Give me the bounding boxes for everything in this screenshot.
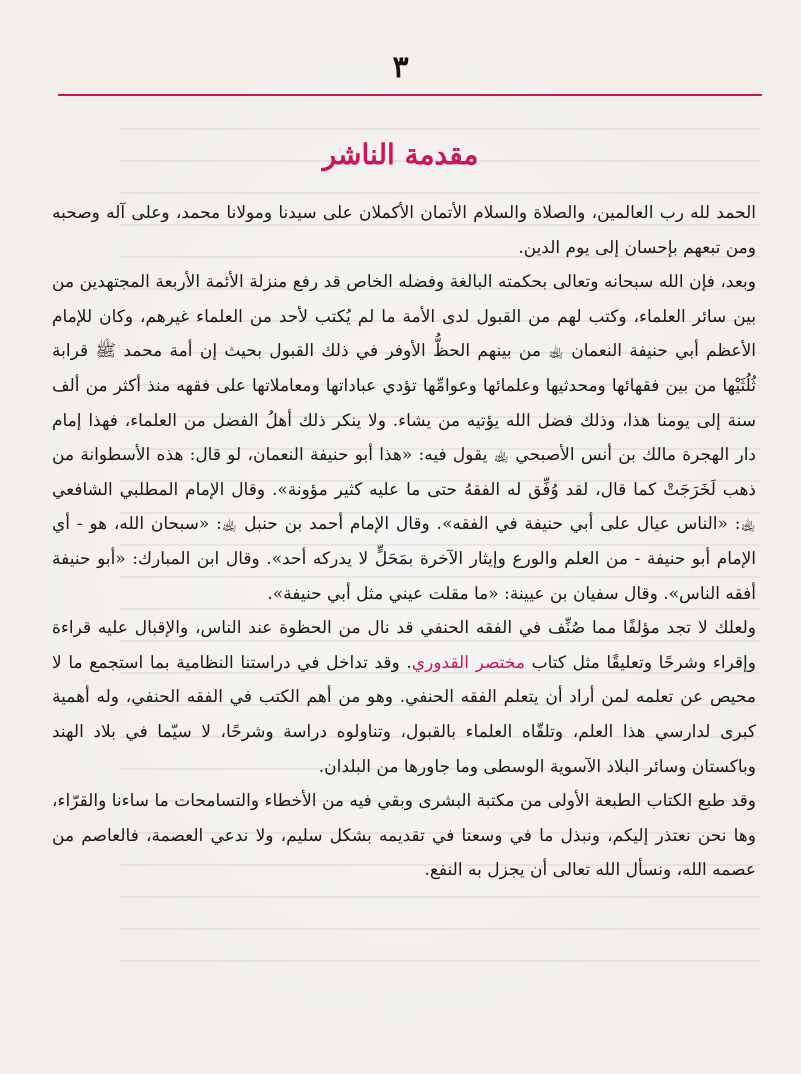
- section-heading: مقدمة الناشر: [322, 138, 479, 171]
- paragraph-quduri-before: ولعلك لا تجد مؤلفًا مما صُنِّف في الفقه الحنفي قد نال من الحظوة عند الناس، والإقبال عليه قراءة وإقراء وشرحًا وتعليقًا مثل كتاب: [52, 618, 756, 673]
- body-text: [52, 196, 756, 888]
- page-number: ٣: [392, 50, 409, 85]
- paragraph-quduri: [52, 611, 756, 784]
- paragraph-quduri-after: . وقد تداخل في دراستنا النظامية بما استجمع ما لا محيص عن تعلمه لمن أراد أن يتعلم الفقه الحنفي. وهو من أهم الكتب في الفقه الحنفي، وله أهمية كبرى لدارسي هذا العلم، وتلقّاه العلماء بالقبول، وتناولوه دراسة وشرحًا، لا سيّما في بلاد الهند وباكستان وسائر البلاد الآسوية الوسطى وما جاورها من البلدان.: [52, 652, 756, 777]
- paragraph-edition-note: وقد طبع الكتاب الطبعة الأولى من مكتبة البشرى وبقي فيه من الأخطاء والتسامحات ما ساءنا والقرّاء، وها نحن نعتذر إليكم، ونبذل ما في وسعنا في تقديمه بشكل سليم، ولا ندعي العصمة، فالعاصم من عصمه الله، ونسأل الله تعالى أن يجزل به النفع.: [52, 791, 756, 881]
- paragraph-opening: الحمد لله رب العالمين، والصلاة والسلام الأتمان الأكملان على سيدنا ومولانا محمد، وعلى آله وصحبه ومن تبعهم بإحسان إلى يوم الدين.: [52, 203, 756, 258]
- book-title-mukhtasar-al-quduri: مختصر القدوري: [411, 652, 525, 673]
- header-rule: [58, 94, 762, 96]
- paragraph-four-imams: وبعد، فإن الله سبحانه وتعالى بحكمته البالغة وفضله الخاص قد رفع منزلة الأئمة الأربعة المجتهدين من بين سائر العلماء، وكتب لهم من القبول لدى الأمة ما لم يُكتب لأحد من العلماء غيرهم، وكان للإمام الأعظم أبي حنيفة النعمان ﵀ من بينهم الحظُّ الأوفر في ذلك القبول بحيث إن أمة محمد ﷺ قرابة ثُلُثَيْها من بين فقهائها ومحدثيها وعلمائها وعوامِّها تؤدي عباداتها ومعاملاتها على فقهه منذ أكثر من ألف سنة إلى يومنا هذا، وذلك فضل الله يؤتيه من يشاء. ولا ينكر ذلك أهلُ الفضل من العلماء، فهذا إمام دار الهجرة مالك بن أنس الأصبحي ﵀ يقول فيه: «هذا أبو حنيفة النعمان، لو قال: هذه الأسطوانة من ذهب لَخَرَجَتْ كما قال، لقد وُفِّق له الفقهُ حتى ما عليه كثير مؤونة». وقال الإمام المطلبي الشافعي ﵀: «الناس عيال على أبي حنيفة في الفقه». وقال الإمام أحمد بن حنبل ﵀: «سبحان الله، هو - أي الإمام أبو حنيفة - من العلم والورع وإيثار الآخرة بمَحَلٍّ لا يدركه أحد». وقال ابن المبارك: «أبو حنيفة أفقه الناس». وقال سفيان بن عيينة: «ما مقلت عيني مثل أبي حنيفة».: [52, 272, 756, 604]
